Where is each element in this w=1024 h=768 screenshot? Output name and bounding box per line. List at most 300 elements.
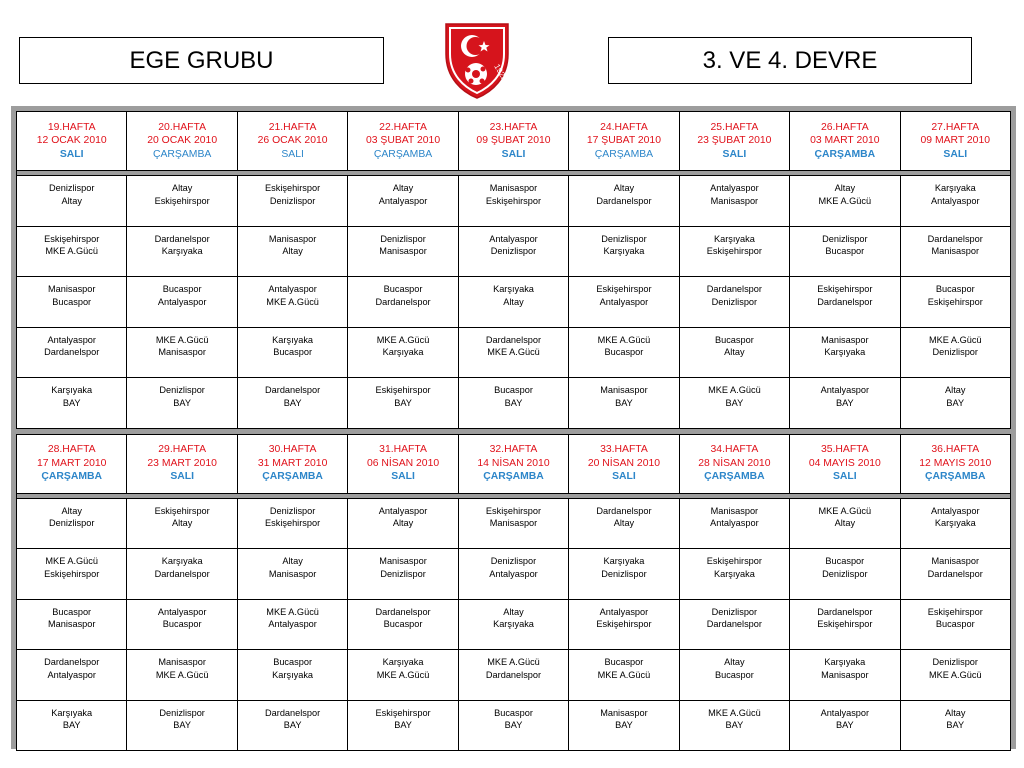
away-team: Bucaspor (935, 619, 975, 629)
away-team: Eskişehirspor (44, 568, 100, 579)
home-team: Dardanelspor (485, 334, 542, 345)
home-team: MKE A.Gücü (45, 556, 99, 566)
match-cell (127, 277, 236, 327)
week-day: SALI (612, 471, 636, 483)
home-team: MKE A.Gücü (376, 334, 430, 345)
away-team: MKE A.Gücü (376, 669, 430, 680)
match-cell (680, 378, 789, 428)
match-cell (238, 499, 347, 549)
home-team: Eskişehirspor (44, 233, 100, 244)
away-team: BAY (725, 720, 744, 730)
away-team: Altay (724, 347, 745, 357)
home-team: Karşıyaka (713, 233, 755, 244)
federation-logo-icon (442, 20, 512, 100)
home-team: Antalyaspor (931, 505, 980, 516)
home-team: MKE A.Gücü (708, 707, 761, 718)
home-team: Manisaspor (379, 556, 427, 566)
away-team: BAY (504, 397, 523, 408)
match-cell (17, 499, 126, 549)
week-date: 17 MART 2010 (36, 457, 107, 469)
home-team: Manisaspor (489, 183, 538, 193)
home-team: Denizlispor (601, 233, 647, 244)
week-day: ÇARŞAMBA (373, 148, 433, 160)
week-date: 12 MAYIS 2010 (919, 457, 992, 469)
away-team: BAY (835, 397, 854, 408)
away-team: Eskişehirspor (706, 246, 762, 256)
match-cell (17, 176, 126, 226)
week-header (17, 112, 126, 170)
match-cell (901, 328, 1010, 378)
match-cell (901, 549, 1010, 599)
week-header (569, 112, 678, 170)
away-team: Denizlispor (601, 568, 647, 579)
week-number: 27.HAFTA (931, 121, 980, 133)
week-date: 17 ŞUBAT 2010 (586, 135, 661, 147)
home-team: Denizlispor (48, 183, 95, 193)
week-number: 19.HAFTA (47, 121, 96, 133)
match-cell (569, 378, 678, 428)
week-day: ÇARŞAMBA (483, 471, 544, 483)
home-team: MKE A.Gücü (597, 334, 651, 345)
header-separator (17, 171, 1010, 175)
home-team: Antalyaspor (47, 334, 96, 345)
home-team: Dardanelspor (706, 284, 762, 294)
week-header (790, 435, 899, 493)
match-cell (790, 600, 899, 650)
home-team: Bucaspor (825, 556, 865, 566)
away-team: Altay (392, 518, 414, 528)
home-team: Denizlispor (490, 556, 537, 566)
fixture-schedule (11, 106, 1016, 749)
match-cell (17, 650, 126, 700)
match-cell (238, 600, 347, 650)
away-team: Dardanelspor (485, 669, 542, 680)
match-cell (901, 277, 1010, 327)
away-team: BAY (504, 720, 523, 730)
home-team: Eskişehirspor (706, 556, 762, 566)
week-date: 28 NİSAN 2010 (698, 457, 771, 469)
home-team: Eskişehirspor (265, 183, 321, 193)
week-number: 20.HAFTA (158, 121, 207, 133)
away-team: Eskişehirspor (265, 518, 321, 528)
away-team: Eskişehirspor (817, 619, 873, 629)
home-team: Antalyaspor (489, 233, 538, 244)
away-team: Karşıyaka (934, 518, 976, 528)
away-team: Bucaspor (714, 669, 754, 680)
away-team: Altay (503, 296, 524, 307)
away-team: BAY (62, 397, 81, 408)
away-team: Karşıyaka (161, 246, 203, 256)
home-team: Antalyaspor (268, 284, 317, 294)
week-number: 31.HAFTA (379, 444, 427, 456)
home-team: Manisaspor (821, 334, 869, 345)
week-day: SALI (943, 148, 968, 160)
match-cell (790, 650, 899, 700)
away-team: Eskişehirspor (927, 296, 983, 307)
home-team: MKE A.Gücü (928, 334, 982, 345)
away-team: Eskişehirspor (154, 195, 210, 206)
home-team: Bucaspor (162, 284, 202, 294)
home-team: Altay (282, 556, 303, 566)
home-team: Eskişehirspor (375, 385, 431, 395)
week-date: 23 MART 2010 (147, 457, 217, 469)
home-team: Altay (392, 183, 414, 193)
week-header (901, 112, 1010, 170)
away-team: BAY (946, 720, 965, 730)
week-date: 06 NİSAN 2010 (366, 457, 440, 469)
week-number: 25.HAFTA (710, 121, 759, 133)
home-team: Denizlispor (822, 233, 868, 244)
away-team: Denizlispor (822, 568, 868, 579)
match-cell (680, 600, 789, 650)
match-cell (901, 378, 1010, 428)
home-team: Eskişehirspor (596, 284, 652, 294)
schedule-section (16, 434, 1011, 752)
home-team: Eskişehirspor (154, 505, 210, 516)
home-team: Manisaspor (268, 233, 317, 244)
away-team: Dardanelspor (596, 195, 652, 206)
home-team: Altay (503, 606, 524, 617)
match-cell (348, 227, 457, 277)
week-number: 35.HAFTA (820, 444, 869, 456)
home-team: Manisaspor (600, 707, 648, 718)
match-cell (901, 176, 1010, 226)
away-team: Altay (282, 246, 303, 256)
week-header (238, 435, 347, 493)
match-cell (459, 499, 568, 549)
match-cell (17, 277, 126, 327)
week-header (348, 112, 457, 170)
away-team: Antalyaspor (378, 195, 428, 206)
match-cell (459, 549, 568, 599)
week-date: 23 ŞUBAT 2010 (697, 135, 772, 147)
match-cell (238, 176, 347, 226)
match-cell (569, 549, 678, 599)
week-day: ÇARŞAMBA (704, 471, 765, 483)
away-team: Antalyaspor (489, 568, 538, 579)
match-cell (901, 227, 1010, 277)
home-team: Eskişehirspor (927, 606, 983, 617)
away-team: Denizlispor (711, 296, 758, 307)
home-team: MKE A.Gücü (487, 657, 540, 667)
away-team: Eskişehirspor (485, 195, 542, 206)
home-team: MKE A.Gücü (818, 505, 872, 516)
match-cell (238, 378, 347, 428)
match-cell (238, 277, 347, 327)
away-team: Bucaspor (383, 619, 423, 629)
match-cell (680, 176, 789, 226)
match-cell (348, 600, 457, 650)
home-team: Antalyaspor (820, 707, 870, 718)
away-team: BAY (946, 397, 965, 408)
week-header (680, 435, 789, 493)
match-cell (348, 701, 457, 751)
match-cell (459, 176, 568, 226)
week-number: 26.HAFTA (820, 121, 869, 133)
away-team: Manisaspor (158, 347, 206, 357)
match-cell (901, 600, 1010, 650)
home-team: MKE A.Gücü (266, 606, 319, 617)
away-team: Denizlispor (490, 246, 537, 256)
week-day: ÇARŞAMBA (41, 471, 103, 483)
match-cell (569, 600, 678, 650)
match-cell (127, 549, 236, 599)
home-team: Karşıyaka (272, 334, 314, 345)
away-team: Bucaspor (162, 619, 202, 629)
week-date: 12 OCAK 2010 (36, 135, 107, 147)
match-cell (569, 227, 678, 277)
home-team: Bucaspor (935, 284, 975, 294)
week-number: 33.HAFTA (600, 444, 648, 456)
match-cell (569, 650, 678, 700)
week-number: 22.HAFTA (379, 121, 427, 133)
home-team: Karşıyaka (382, 657, 424, 667)
match-cell (680, 227, 789, 277)
home-team: Eskişehirspor (485, 505, 542, 516)
away-team: MKE A.Gücü (155, 669, 209, 680)
match-cell (459, 600, 568, 650)
home-team: Dardanelspor (265, 385, 321, 395)
week-date: 31 MART 2010 (257, 457, 328, 469)
away-team: BAY (283, 720, 302, 730)
home-team: Dardanelspor (817, 606, 873, 617)
home-team: Bucaspor (52, 606, 92, 617)
match-cell (680, 701, 789, 751)
week-number: 21.HAFTA (268, 121, 317, 133)
week-header (459, 112, 568, 170)
away-team: Altay (171, 518, 193, 528)
away-team: Dardanelspor (927, 568, 983, 579)
group-title-box (19, 37, 384, 84)
match-cell (238, 549, 347, 599)
away-team: MKE A.Gücü (818, 195, 872, 206)
away-team: Antalyaspor (710, 518, 759, 528)
match-cell (680, 499, 789, 549)
home-team: Eskişehirspor (375, 707, 431, 718)
match-cell (459, 277, 568, 327)
match-cell (790, 499, 899, 549)
away-team: Manisaspor (710, 195, 759, 206)
week-header (348, 435, 457, 493)
away-team: Karşıyaka (493, 619, 534, 629)
match-cell (127, 650, 236, 700)
week-header (238, 112, 347, 170)
home-team: Karşıyaka (161, 556, 203, 566)
away-team: Karşıyaka (382, 347, 424, 357)
home-team: Manisaspor (600, 385, 648, 395)
away-team: BAY (173, 397, 191, 408)
match-cell (348, 378, 457, 428)
week-number: 28.HAFTA (47, 444, 96, 456)
match-cell (459, 378, 568, 428)
away-team: BAY (615, 720, 633, 730)
away-team: Karşıyaka (272, 669, 314, 680)
away-team: BAY (835, 720, 854, 730)
home-team: Denizlispor (159, 385, 205, 395)
match-cell (348, 277, 457, 327)
match-cell (127, 176, 236, 226)
away-team: BAY (283, 397, 302, 408)
home-team: Denizlispor (380, 233, 426, 244)
away-team: Dardanelspor (817, 296, 873, 307)
home-team: MKE A.Gücü (155, 334, 209, 345)
week-number: 32.HAFTA (489, 444, 538, 456)
week-header (680, 112, 789, 170)
away-team: BAY (394, 720, 412, 730)
match-cell (790, 701, 899, 751)
week-date: 03 ŞUBAT 2010 (365, 135, 441, 147)
home-team: Antalyaspor (157, 606, 207, 617)
away-team: Antalyaspor (599, 296, 649, 307)
away-team: MKE A.Gücü (597, 669, 651, 680)
away-team: Manisaspor (47, 619, 96, 629)
away-team: Bucaspor (273, 347, 313, 357)
match-cell (17, 600, 126, 650)
match-cell (348, 176, 457, 226)
away-team: Dardanelspor (154, 568, 210, 579)
home-team: MKE A.Gücü (708, 385, 761, 395)
home-team: Antalyaspor (710, 183, 759, 193)
away-team: MKE A.Gücü (266, 296, 319, 307)
match-cell (459, 701, 568, 751)
match-cell (901, 499, 1010, 549)
home-team: Manisaspor (710, 505, 759, 516)
week-date: 20 NİSAN 2010 (587, 457, 661, 469)
home-team: Bucaspor (383, 284, 423, 294)
match-cell (348, 328, 457, 378)
home-team: Manisaspor (158, 657, 206, 667)
home-team: Antalyaspor (599, 606, 649, 617)
week-header (790, 112, 899, 170)
match-cell (238, 701, 347, 751)
match-cell (17, 328, 126, 378)
away-team: Altay (834, 518, 856, 528)
home-team: Manisaspor (47, 284, 96, 294)
home-team: Denizlispor (711, 606, 758, 617)
week-date: 09 MART 2010 (920, 135, 991, 147)
week-header (901, 435, 1010, 493)
match-cell (348, 549, 457, 599)
away-team: Karşıyaka (603, 246, 645, 256)
week-header (127, 435, 236, 493)
home-team: Denizlispor (159, 707, 205, 718)
away-team: Manisaspor (268, 568, 317, 579)
week-number: 24.HAFTA (600, 121, 648, 133)
week-day: SALI (501, 148, 526, 160)
away-team: Karşıyaka (824, 347, 866, 357)
week-day: ÇARŞAMBA (924, 471, 986, 483)
away-team: Altay (61, 195, 82, 206)
match-cell (790, 378, 899, 428)
match-cell (459, 227, 568, 277)
match-cell (680, 328, 789, 378)
week-number: 30.HAFTA (268, 444, 317, 456)
match-cell (127, 499, 236, 549)
match-cell (790, 549, 899, 599)
week-date: 20 OCAK 2010 (147, 135, 218, 147)
match-cell (569, 176, 678, 226)
home-team: Dardanelspor (44, 657, 100, 667)
home-team: Karşıyaka (934, 183, 976, 193)
home-team: Altay (171, 183, 193, 193)
away-team: Manisaspor (931, 246, 980, 256)
match-cell (569, 701, 678, 751)
match-cell (17, 227, 126, 277)
home-team: Dardanelspor (154, 233, 210, 244)
home-team: Dardanelspor (265, 707, 321, 718)
match-cell (790, 227, 899, 277)
match-cell (127, 227, 236, 277)
match-cell (680, 277, 789, 327)
home-team: Antalyaspor (820, 385, 870, 395)
away-team: Dardanelspor (375, 296, 431, 307)
home-team: Eskişehirspor (817, 284, 873, 294)
week-number: 36.HAFTA (931, 444, 980, 456)
away-team: Denizlispor (932, 347, 978, 357)
match-cell (459, 650, 568, 700)
home-team: Altay (945, 385, 966, 395)
home-team: Antalyaspor (378, 505, 428, 516)
match-cell (569, 499, 678, 549)
header-separator (17, 494, 1010, 498)
home-team: Denizlispor (269, 505, 316, 516)
week-header (17, 435, 126, 493)
away-team: MKE A.Gücü (45, 246, 99, 256)
match-cell (569, 277, 678, 327)
away-team: Bucaspor (825, 246, 865, 256)
week-header (569, 435, 678, 493)
away-team: Bucaspor (52, 296, 92, 307)
week-day: SALI (170, 471, 194, 483)
away-team: Antalyaspor (47, 669, 96, 680)
away-team: Manisaspor (379, 246, 427, 256)
away-team: Denizlispor (380, 568, 426, 579)
match-cell (348, 499, 457, 549)
away-team: Manisaspor (489, 518, 538, 528)
week-day: SALI (832, 471, 857, 483)
away-team: Karşıyaka (713, 568, 755, 579)
period-title: 3. VE 4. DEVRE (702, 46, 878, 74)
week-date: 09 ŞUBAT 2010 (476, 135, 551, 147)
match-cell (790, 277, 899, 327)
home-team: Altay (61, 505, 82, 516)
away-team: BAY (615, 397, 633, 408)
home-team: Manisaspor (931, 556, 980, 566)
home-team: Karşıyaka (51, 707, 93, 718)
home-team: Altay (724, 657, 745, 667)
week-day: SALI (59, 148, 84, 160)
home-team: Altay (613, 183, 635, 193)
week-number: 34.HAFTA (710, 444, 759, 456)
week-date: 03 MART 2010 (810, 135, 880, 147)
logo-year: 1923 (492, 62, 509, 83)
home-team: Dardanelspor (596, 505, 652, 516)
match-cell (901, 701, 1010, 751)
period-title-box (608, 37, 972, 84)
week-date: 04 MAYIS 2010 (808, 457, 881, 469)
match-cell (127, 701, 236, 751)
match-cell (238, 328, 347, 378)
away-team: BAY (394, 397, 412, 408)
away-team: MKE A.Gücü (487, 347, 540, 357)
away-team: MKE A.Gücü (928, 669, 982, 680)
away-team: Antalyaspor (157, 296, 207, 307)
home-team: Bucaspor (604, 657, 644, 667)
match-cell (790, 328, 899, 378)
week-day: SALI (722, 148, 747, 160)
week-number: 23.HAFTA (489, 121, 538, 133)
week-day: SALI (281, 148, 304, 160)
